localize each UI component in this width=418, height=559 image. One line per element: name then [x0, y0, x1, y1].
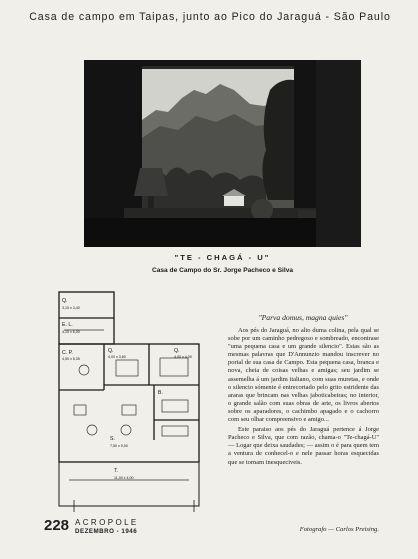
photograph: [84, 60, 361, 247]
page-number: 228: [44, 517, 70, 534]
photo-credit: Fotografo — Carlos Preising.: [299, 526, 379, 533]
room-dims: 3,10 x 3,40: [62, 306, 80, 310]
article-epigraph: "Parva domus, magna quies": [258, 313, 348, 322]
room-dims: 4,00 x 3,60: [108, 355, 126, 359]
room-dims: 4,10 x 6,30: [62, 330, 80, 334]
floor-plan: [44, 290, 204, 514]
room-dims: 11,00 x 4,00: [114, 476, 134, 480]
room-label: C. P.: [62, 350, 73, 356]
room-label: Q.: [174, 348, 180, 354]
room-dims: 4,50 x 5,35: [62, 357, 80, 361]
magazine-name: ACROPOLE: [75, 518, 139, 527]
photo-caption-subtitle: Casa de Campo do Sr. Jorge Pacheco e Silva: [151, 267, 294, 274]
room-label: B.: [158, 390, 163, 396]
article-paragraph: Aos pés do Jaraguá, no alto duma colina, pela qual se sobe por um caminho pedregoso e sombreado, encontrase "uma pequena casa e um grande silencio". Estas são as mesmas palavras que D'Annunzio mandou inscrever no portal de sua casa de Campo. Esta pequena casa, branca e nova, cheia de coisas velhas e amigas; seu jardim se assemelha á um jardim italiano, com suas muretas, e onde o silencio sómente é entrecortado pelo grito estridente das araras que brincam nas velhas jaboticabeiras; no interior, o grande salão com suas obras de arte, os livros abertos sobre os aparadores, o cachimbo apagado e o cachorro com seu olhar compreensivo e amigo...: [228, 327, 379, 424]
room-dims: 4,00 x 4,00: [174, 355, 192, 359]
article-body: [228, 327, 379, 467]
room-label: S.: [110, 436, 115, 442]
photo-caption-title: "TE - CHAGÁ - U": [174, 253, 271, 262]
article-paragraph: Este paraiso aos pés do Jaraguá pertence á Jorge Pacheco e Silva, que com razão, chama-o "Te-chagá-U" — Logar que deixa saudades; — assim o é para quem tem a ventura de conhecel-o e nele passar horas esquecidas que se tornam inesqueciveis.: [228, 426, 379, 466]
room-label: E. L.: [62, 322, 73, 328]
room-label: Q.: [62, 298, 68, 304]
room-label: Q.: [108, 348, 114, 354]
room-dims: 7,50 x 9,00: [110, 444, 128, 448]
room-label: T.: [114, 468, 119, 474]
issue-date: DEZEMBRO - 1946: [75, 528, 138, 535]
page-header-title: Casa de campo em Taipas, junto ao Pico do Jaraguá - São Paulo: [29, 11, 391, 23]
